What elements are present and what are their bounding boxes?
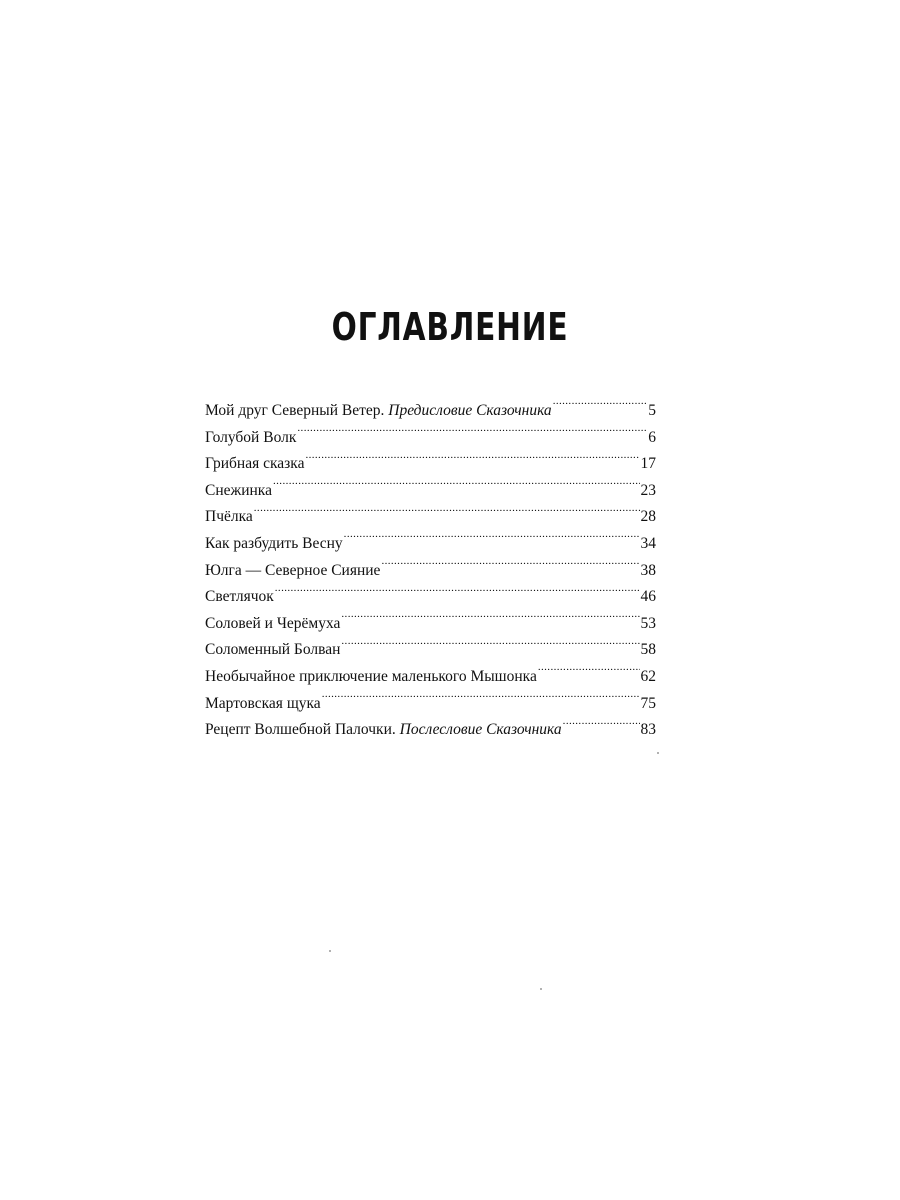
dot-leader <box>344 532 640 548</box>
dot-leader <box>538 665 640 681</box>
dot-leader <box>305 453 639 469</box>
dot-leader <box>341 612 639 628</box>
entry-title: Необычайное приключение маленького Мышонка <box>205 667 537 685</box>
entry-title: Светлячок <box>205 588 274 606</box>
entry-page-number: 75 <box>640 694 656 712</box>
scan-speck <box>329 950 331 952</box>
entry-title: Рецепт Волшебной Палочки. Послесловие Сказочника <box>205 721 562 739</box>
entry-page-number: 53 <box>640 614 656 632</box>
entry-page-number: 83 <box>640 721 656 739</box>
page-title: ОГЛАВЛЕНИЕ <box>331 305 569 349</box>
entry-title: Грибная сказка <box>205 455 305 473</box>
scan-speck <box>540 988 542 990</box>
dot-leader <box>341 639 639 655</box>
entry-page-number: 23 <box>640 481 656 499</box>
toc-entry <box>205 398 656 425</box>
entry-page-number: 62 <box>640 667 656 685</box>
toc-entry <box>205 611 656 638</box>
toc-entry <box>205 584 656 611</box>
entry-title: Снежинка <box>205 481 272 499</box>
scan-speck <box>657 752 659 754</box>
toc-entry <box>205 691 656 718</box>
entry-title: Пчёлка <box>205 508 253 526</box>
dot-leader <box>322 692 640 708</box>
dot-leader <box>275 586 640 602</box>
entry-page-number: 28 <box>640 508 656 526</box>
entry-page-number: 38 <box>640 561 656 579</box>
toc-entry <box>205 425 656 452</box>
entry-title: Мой друг Северный Ветер. Предисловие Сказочника <box>205 402 552 419</box>
table-of-contents <box>205 398 656 744</box>
toc-entry <box>205 664 656 691</box>
toc-entry <box>205 531 656 558</box>
dot-leader <box>563 719 640 735</box>
toc-entry <box>205 504 656 531</box>
toc-entry <box>205 478 656 505</box>
entry-page-number: 5 <box>648 402 656 419</box>
entry-title: Соломенный Болван <box>205 641 341 659</box>
dot-leader <box>254 506 640 522</box>
dot-leader <box>273 479 640 495</box>
entry-subtitle: Предисловие Сказочника <box>388 402 552 419</box>
entry-title: Голубой Волк <box>205 428 297 446</box>
entry-title: Соловей и Черёмуха <box>205 614 341 632</box>
entry-page-number: 46 <box>640 588 656 606</box>
toc-entry <box>205 717 656 744</box>
toc-entry <box>205 451 656 478</box>
entry-title: Мартовская щука <box>205 694 321 712</box>
entry-page-number: 58 <box>640 641 656 659</box>
dot-leader <box>553 400 648 416</box>
toc-entry <box>205 637 656 664</box>
toc-entry <box>205 558 656 585</box>
entry-title: Юлга — Северное Сияние <box>205 561 381 579</box>
dot-leader <box>297 426 647 442</box>
entry-title: Как разбудить Весну <box>205 534 343 552</box>
entry-page-number: 17 <box>640 455 656 473</box>
dot-leader <box>381 559 639 575</box>
entry-subtitle: Послесловие Сказочника <box>399 721 562 739</box>
entry-page-number: 6 <box>648 428 656 446</box>
entry-page-number: 34 <box>640 534 656 552</box>
